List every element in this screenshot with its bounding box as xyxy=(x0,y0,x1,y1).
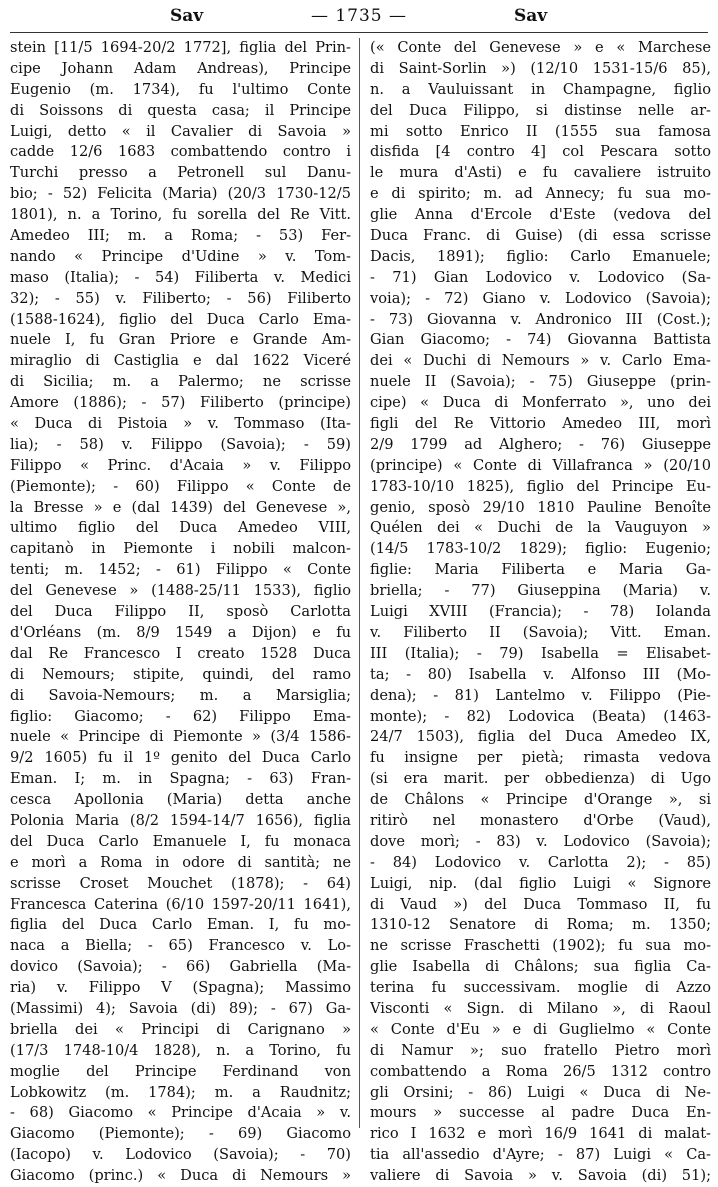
text-line: del Duca Carlo Emanuele I, fu monaca xyxy=(10,832,351,850)
text-line: 2/9 1799 ad Alghero; - 76) Giuseppe xyxy=(370,435,711,453)
text-line: e morì a Roma in odore di santità; ne xyxy=(10,853,351,871)
text-line: cipe) « Duca di Monferrato », uno dei xyxy=(370,394,711,412)
text-line: 24/7 1503), figlia del Duca Amedeo IX, xyxy=(370,728,711,746)
text-line: dove morì; - 83) v. Lodovico (Savoia); xyxy=(370,832,711,850)
text-line: (17/3 1748-10/4 1828), n. a Torino, fu xyxy=(10,1041,351,1059)
text-line: dal Re Francesco I creato 1528 Duca xyxy=(10,644,351,662)
text-line: figlio: Giacomo; - 62) Filippo Ema- xyxy=(10,707,351,725)
text-line: ne scrisse Fraschetti (1902); fu sua mo- xyxy=(370,937,711,955)
header-right-keyword: Sav xyxy=(514,6,548,26)
text-line: (Piemonte); - 60) Filippo « Conte de xyxy=(10,477,351,495)
text-line: del Genevese » (1488-25/11 1533), figlio xyxy=(10,582,351,600)
text-line: Luigi, nip. (dal figlio Luigi « Signore xyxy=(370,874,711,892)
text-line: bio; - 52) Felicita (Maria) (20/3 1730-12/5 xyxy=(10,185,351,203)
text-line: mi sotto Enrico II (1555 sua famosa xyxy=(370,122,711,140)
text-line: 1310-12 Senatore di Roma; m. 1350; xyxy=(370,916,711,934)
text-line: dovico (Savoia); - 66) Gabriella (Ma- xyxy=(10,958,351,976)
text-line: Quélen dei « Duchi de la Vauguyon » xyxy=(370,519,711,537)
header-left-keyword: Sav xyxy=(170,6,204,26)
text-line: disfida [4 contro 4] col Pescara sotto xyxy=(370,143,711,161)
text-line: scrisse Croset Mouchet (1878); - 64) xyxy=(10,874,351,892)
text-line: Lobkowitz (m. 1784); m. a Raudnitz; xyxy=(10,1083,351,1101)
text-line: glie Isabella di Châlons; sua figlia Ca- xyxy=(370,958,711,976)
text-line: 1801), n. a Torino, fu sorella del Re Vitt. xyxy=(10,206,351,224)
text-line: - 68) Giacomo « Principe d'Acaia » v. xyxy=(10,1104,351,1122)
text-line: la Bresse » e (dal 1439) del Genevese », xyxy=(10,498,351,516)
text-line: nuele II (Savoia); - 75) Giuseppe (prin- xyxy=(370,373,711,391)
text-line: lia); - 58) v. Filippo (Savoia); - 59) xyxy=(10,435,351,453)
text-line: tenti; m. 1452; - 61) Filippo « Conte xyxy=(10,561,351,579)
text-line: n. a Vauluissant in Champagne, figlio xyxy=(370,80,711,98)
text-line: Luigi, detto « il Cavalier di Savoia » xyxy=(10,122,351,140)
text-line: moglie del Principe Ferdinand von xyxy=(10,1062,351,1080)
page-number: — 1735 — xyxy=(310,6,408,26)
text-line: di Namur »; suo fratello Pietro morì xyxy=(370,1041,711,1059)
text-line: (« Conte del Genevese » e « Marchese xyxy=(370,39,711,56)
text-line: le mura d'Asti) e fu cavaliere istruito xyxy=(370,164,711,182)
text-line: e di spirito; m. ad Annecy; fu sua mo- xyxy=(370,185,711,203)
text-line: terina fu successivam. moglie di Azzo xyxy=(370,979,711,997)
text-line: Eman. I; m. in Spagna; - 63) Fran- xyxy=(10,770,351,788)
text-line: Eugenio (m. 1734), fu l'ultimo Conte xyxy=(10,80,351,98)
text-line: cesca Apollonia (Maria) detta anche xyxy=(10,791,351,809)
text-line: Amedeo III; m. a Roma; - 53) Fer- xyxy=(10,227,351,245)
column-divider xyxy=(359,38,360,1128)
text-line: Polonia Maria (8/2 1594-14/7 1656), figlia xyxy=(10,811,351,829)
right-column xyxy=(370,38,711,1187)
text-line: ta; - 80) Isabella v. Alfonso III (Mo- xyxy=(370,665,711,683)
text-line: d'Orléans (m. 8/9 1549 a Dijon) e fu xyxy=(10,623,351,641)
text-line: cadde 12/6 1683 combattendo contro i xyxy=(10,143,351,161)
text-line: gli Orsini; - 86) Luigi « Duca di Ne- xyxy=(370,1083,711,1101)
text-line: 9/2 1605) fu il 1º genito del Duca Carlo xyxy=(10,749,351,767)
text-line: capitanò in Piemonte i nobili malcon- xyxy=(10,540,351,558)
text-line: combattendo a Roma 26/5 1312 contro xyxy=(370,1062,711,1080)
text-line: Giacomo (princ.) « Duca di Nemours » xyxy=(10,1167,351,1185)
text-line: figlia del Duca Carlo Eman. I, fu mo- xyxy=(10,916,351,934)
text-line: Duca Franc. di Guise) (di essa scrisse xyxy=(370,227,711,245)
text-line: briella; - 77) Giuseppina (Maria) v. xyxy=(370,582,711,600)
text-line: dei « Duchi di Nemours » v. Carlo Ema- xyxy=(370,352,711,370)
header-rule xyxy=(10,32,708,33)
page-header xyxy=(0,0,718,34)
text-line: maso (Italia); - 54) Filiberta v. Medici xyxy=(10,268,351,286)
text-line: miraglio di Castiglia e dal 1622 Viceré xyxy=(10,352,351,370)
text-line: cipe Johann Adam Andreas), Principe xyxy=(10,59,351,77)
text-line: - 84) Lodovico v. Carlotta 2); - 85) xyxy=(370,853,711,871)
text-line: ultimo figlio del Duca Amedeo VIII, xyxy=(10,519,351,537)
text-line: de Châlons « Principe d'Orange », si xyxy=(370,791,711,809)
text-line: 1783-10/10 1825), figlio del Principe Eu- xyxy=(370,477,711,495)
text-line: (principe) « Conte di Villafranca » (20/10 xyxy=(370,456,711,474)
text-line: Amore (1886); - 57) Filiberto (principe) xyxy=(10,394,351,412)
text-line: naca a Biella; - 65) Francesco v. Lo- xyxy=(10,937,351,955)
text-line: « Conte d'Eu » e di Guglielmo « Conte xyxy=(370,1020,711,1038)
text-line: briella dei « Principi di Carignano » xyxy=(10,1020,351,1038)
text-line: (si era marit. per obbedienza) di Ugo xyxy=(370,770,711,788)
text-line: v. Filiberto II (Savoia); Vitt. Eman. xyxy=(370,623,711,641)
text-line: di Nemours; stipite, quindi, del ramo xyxy=(10,665,351,683)
text-line: genio, sposò 29/10 1810 Pauline Benoîte xyxy=(370,498,711,516)
text-line: stein [11/5 1694-20/2 1772], figlia del Prin- xyxy=(10,39,351,56)
text-line: del Duca Filippo, si distinse nelle ar- xyxy=(370,101,711,119)
text-line: figli del Re Vittorio Amedeo III, morì xyxy=(370,415,711,433)
text-line: tia all'assedio d'Ayre; - 87) Luigi « Ca- xyxy=(370,1146,711,1164)
text-line: ritirò nel monastero d'Orbe (Vaud), xyxy=(370,811,711,829)
text-line: - 71) Gian Lodovico v. Lodovico (Sa- xyxy=(370,268,711,286)
text-line: monte); - 82) Lodovica (Beata) (1463- xyxy=(370,707,711,725)
text-line: di Savoia-Nemours; m. a Marsiglia; xyxy=(10,686,351,704)
text-line: (14/5 1783-10/2 1829); figlio: Eugenio; xyxy=(370,540,711,558)
text-line: Gian Giacomo; - 74) Giovanna Battista xyxy=(370,331,711,349)
text-line: rico I 1632 e morì 16/9 1641 di malat- xyxy=(370,1125,711,1143)
text-line: di Sicilia; m. a Palermo; ne scrisse xyxy=(10,373,351,391)
text-line: (1588-1624), figlio del Duca Carlo Ema- xyxy=(10,310,351,328)
text-line: Turchi presso a Petronell sul Danu- xyxy=(10,164,351,182)
text-line: nuele « Principe di Piemonte » (3/4 1586- xyxy=(10,728,351,746)
text-line: mours » successe al padre Duca En- xyxy=(370,1104,711,1122)
text-line: voia); - 72) Giano v. Lodovico (Savoia); xyxy=(370,289,711,307)
text-line: di Vaud ») del Duca Tommaso II, fu xyxy=(370,895,711,913)
text-line: valiere di Savoia » v. Savoia (di) 51); xyxy=(370,1167,711,1185)
text-line: ria) v. Filippo V (Spagna); Massimo xyxy=(10,979,351,997)
text-line: « Duca di Pistoia » v. Tommaso (Ita- xyxy=(10,415,351,433)
text-line: di Soissons di questa casa; il Principe xyxy=(10,101,351,119)
text-line: 32); - 55) v. Filiberto; - 56) Filiberto xyxy=(10,289,351,307)
text-line: dena); - 81) Lantelmo v. Filippo (Pie- xyxy=(370,686,711,704)
left-column xyxy=(10,38,351,1187)
text-line: Luigi XVIII (Francia); - 78) Iolanda xyxy=(370,603,711,621)
text-line: III (Italia); - 79) Isabella = Elisabet- xyxy=(370,644,711,662)
text-line: figlie: Maria Filiberta e Maria Ga- xyxy=(370,561,711,579)
text-line: Visconti « Sign. di Milano », di Raoul xyxy=(370,999,711,1017)
text-line: Giacomo (Piemonte); - 69) Giacomo xyxy=(10,1125,351,1143)
text-line: nando « Principe d'Udine » v. Tom- xyxy=(10,247,351,265)
text-line: (Iacopo) v. Lodovico (Savoia); - 70) xyxy=(10,1146,351,1164)
text-line: fu insigne per pietà; rimasta vedova xyxy=(370,749,711,767)
text-line: glie Anna d'Ercole d'Este (vedova del xyxy=(370,206,711,224)
text-line: del Duca Filippo II, sposò Carlotta xyxy=(10,603,351,621)
text-line: di Saint-Sorlin ») (12/10 1531-15/6 85), xyxy=(370,59,711,77)
text-line: (Massimi) 4); Savoia (di) 89); - 67) Ga- xyxy=(10,999,351,1017)
text-line: Filippo « Princ. d'Acaia » v. Filippo xyxy=(10,456,351,474)
text-line: nuele I, fu Gran Priore e Grande Am- xyxy=(10,331,351,349)
text-line: - 73) Giovanna v. Andronico III (Cost.); xyxy=(370,310,711,328)
text-line: Dacis, 1891); figlio: Carlo Emanuele; xyxy=(370,247,711,265)
text-line: Francesca Caterina (6/10 1597-20/11 1641), xyxy=(10,895,351,913)
